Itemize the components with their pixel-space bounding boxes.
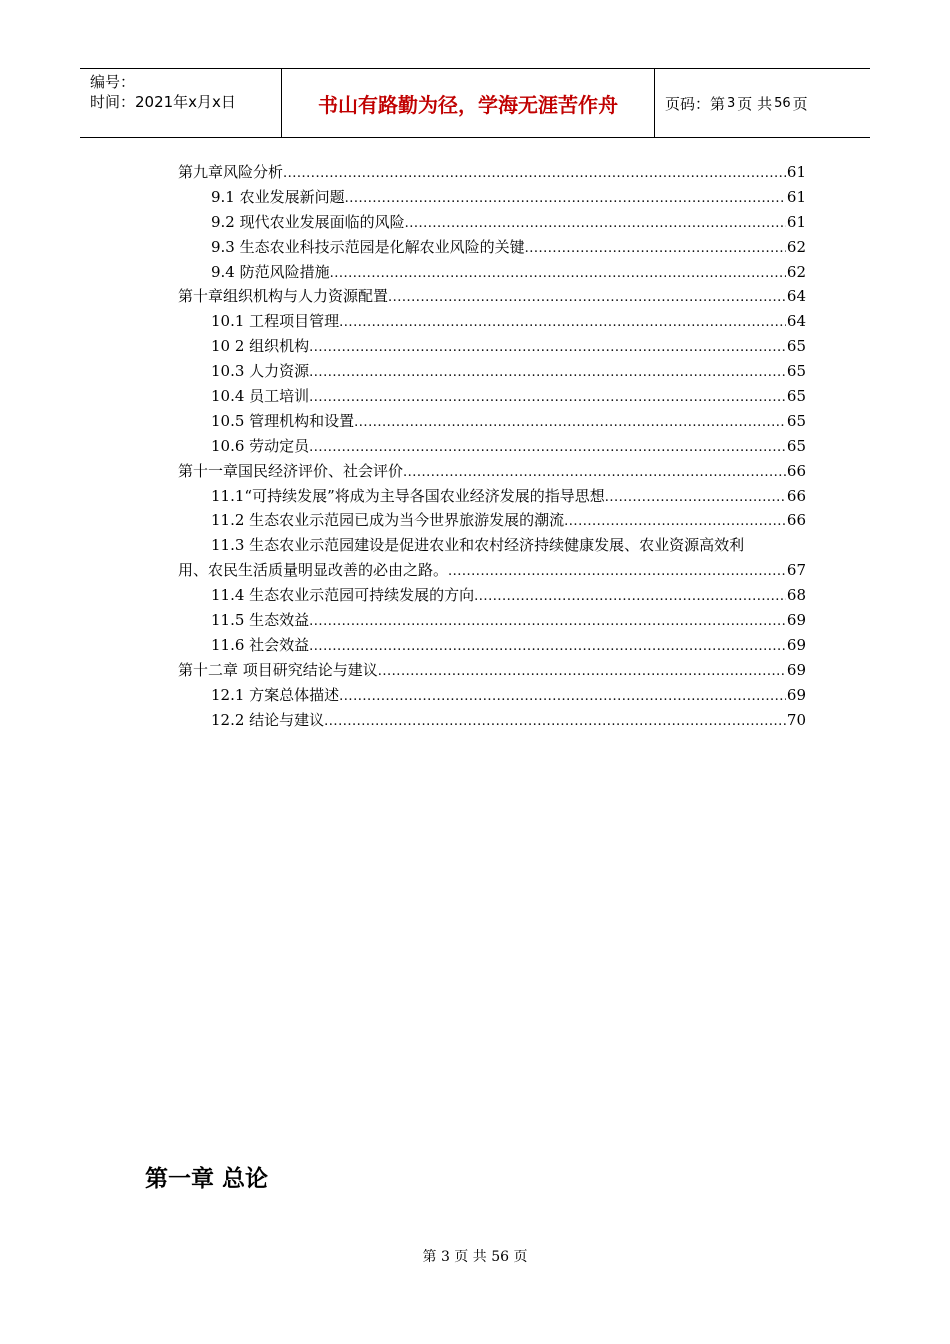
toc-leader-dots	[309, 436, 786, 461]
toc-entry-page: 66	[786, 511, 806, 530]
toc-entry-page: 65	[786, 362, 806, 381]
toc-entry-title: 11.2 生态农业示范园已成为当今世界旅游发展的潮流	[211, 511, 565, 530]
toc-entry-title: 10.5 管理机构和设置	[211, 411, 355, 430]
page-header	[80, 68, 870, 138]
toc-entry[interactable]	[178, 160, 806, 185]
toc-entry-title: 第十一章国民经济评价、社会评价	[178, 461, 404, 480]
toc-leader-dots	[309, 386, 786, 411]
toc-entry-title: 10.3 人力资源	[211, 362, 310, 381]
toc-leader-dots	[605, 486, 786, 511]
toc-leader-dots	[309, 361, 786, 386]
toc-leader-dots	[309, 635, 786, 660]
toc-entry[interactable]	[178, 484, 806, 509]
toc-entry-page: 61	[786, 187, 806, 206]
toc-leader-dots	[564, 510, 786, 535]
toc-entry[interactable]	[178, 284, 806, 309]
toc-entry-page: 67	[786, 561, 806, 580]
toc-entry-page: 69	[786, 611, 806, 630]
toc-entry-title: 11.4 生态农业示范园可持续发展的方向	[211, 586, 475, 605]
page-mid: 页 共	[737, 94, 773, 113]
toc-entry[interactable]	[178, 508, 806, 533]
toc-entry-page: 62	[786, 237, 806, 256]
toc-entry[interactable]	[178, 683, 806, 708]
toc-entry-page: 64	[786, 287, 806, 306]
toc-leader-dots	[474, 585, 786, 610]
toc-entry-page: 65	[786, 337, 806, 356]
toc-entry-title: 第十章组织机构与人力资源配置	[178, 287, 389, 306]
toc-entry-page: 65	[786, 411, 806, 430]
toc-leader-dots	[309, 610, 786, 635]
table-of-contents	[178, 160, 806, 732]
toc-entry-title: 12.1 方案总体描述	[211, 685, 340, 704]
toc-entry-title: 10 2 组织机构	[211, 337, 310, 356]
toc-entry-page: 65	[786, 387, 806, 406]
toc-entry[interactable]	[178, 583, 806, 608]
toc-entry-page: 69	[786, 635, 806, 654]
toc-leader-dots	[525, 237, 786, 262]
header-motto: 书山有路勤为径，学海无涯苦作舟	[282, 69, 655, 137]
toc-leader-dots	[330, 262, 786, 287]
toc-entry-page: 66	[786, 461, 806, 480]
toc-entry[interactable]	[178, 185, 806, 210]
toc-entry-page: 66	[786, 486, 806, 505]
toc-entry-title: 11.6 社会效益	[211, 635, 310, 654]
toc-entry-title: 11.5 生态效益	[211, 611, 310, 630]
toc-entry-page: 61	[786, 163, 806, 181]
page-prefix: 页码：第	[665, 94, 726, 113]
toc-entry[interactable]	[178, 708, 806, 733]
toc-entry[interactable]	[178, 558, 806, 583]
page-current: 3	[727, 95, 736, 111]
toc-leader-dots	[403, 461, 786, 486]
toc-entry-title: 第十二章 项目研究结论与建议	[178, 660, 378, 679]
toc-leader-dots	[309, 336, 786, 361]
toc-entry-title: 用、农民生活质量明显改善的必由之路。	[178, 561, 449, 580]
toc-leader-dots	[339, 685, 786, 710]
toc-entry-title: 10.4 员工培训	[211, 387, 310, 406]
document-time: 时间：2021年x月x日	[90, 93, 236, 111]
toc-entry-page: 62	[786, 262, 806, 281]
toc-entry-title: 10.6 劳动定员	[211, 436, 310, 455]
toc-entry[interactable]	[178, 384, 806, 409]
toc-entry-title: 9.1 农业发展新问题	[211, 187, 345, 206]
toc-entry-title: 11.1“可持续发展”将成为主导各国农业经济发展的指导思想	[211, 486, 605, 505]
toc-entry[interactable]	[178, 409, 806, 434]
toc-leader-dots	[448, 560, 786, 585]
toc-leader-dots	[388, 286, 786, 311]
header-meta	[80, 69, 282, 137]
toc-entry-title: 9.4 防范风险措施	[211, 262, 330, 281]
page-total: 56	[774, 95, 791, 111]
header-page-info	[655, 69, 870, 137]
toc-entry[interactable]	[178, 359, 806, 384]
page-footer: 第 3 页 共 56 页	[422, 1249, 528, 1265]
toc-entry[interactable]	[178, 235, 806, 260]
toc-entry-title: 第九章风险分析	[178, 163, 284, 181]
toc-entry-title: 12.2 结论与建议	[211, 710, 325, 729]
toc-entry-page: 70	[786, 710, 806, 729]
toc-entry-page: 61	[786, 212, 806, 231]
toc-entry[interactable]	[178, 533, 806, 558]
toc-entry[interactable]	[178, 210, 806, 235]
toc-leader-dots	[283, 162, 786, 187]
toc-entry[interactable]	[178, 334, 806, 359]
toc-entry[interactable]	[178, 658, 806, 683]
toc-entry[interactable]	[178, 459, 806, 484]
toc-leader-dots	[339, 311, 786, 336]
toc-leader-dots	[405, 212, 786, 237]
toc-entry-page: 69	[786, 685, 806, 704]
toc-leader-dots	[378, 660, 786, 685]
toc-entry[interactable]	[178, 633, 806, 658]
toc-entry[interactable]	[178, 434, 806, 459]
toc-entry-page: 69	[786, 660, 806, 679]
toc-entry[interactable]	[178, 608, 806, 633]
toc-entry[interactable]	[178, 260, 806, 285]
toc-entry-title: 11.3 生态农业示范园建设是促进农业和农村经济持续健康发展、农业资源高效利	[211, 536, 745, 555]
toc-leader-dots	[345, 187, 786, 212]
toc-leader-dots	[354, 411, 786, 436]
toc-entry-title: 10.1 工程项目管理	[211, 312, 340, 331]
toc-entry-title: 9.3 生态农业科技示范园是化解农业风险的关键	[211, 237, 525, 256]
toc-entry[interactable]	[178, 309, 806, 334]
toc-entry-title: 9.2 现代农业发展面临的风险	[211, 212, 405, 231]
toc-leader-dots	[324, 710, 786, 735]
toc-entry-page: 68	[786, 586, 806, 605]
toc-entry-page: 64	[786, 312, 806, 331]
document-number: 编号：	[90, 73, 136, 91]
toc-entry-page: 65	[786, 436, 806, 455]
page-suffix: 页	[792, 94, 808, 113]
chapter-title: 第一章 总论	[145, 1166, 269, 1192]
